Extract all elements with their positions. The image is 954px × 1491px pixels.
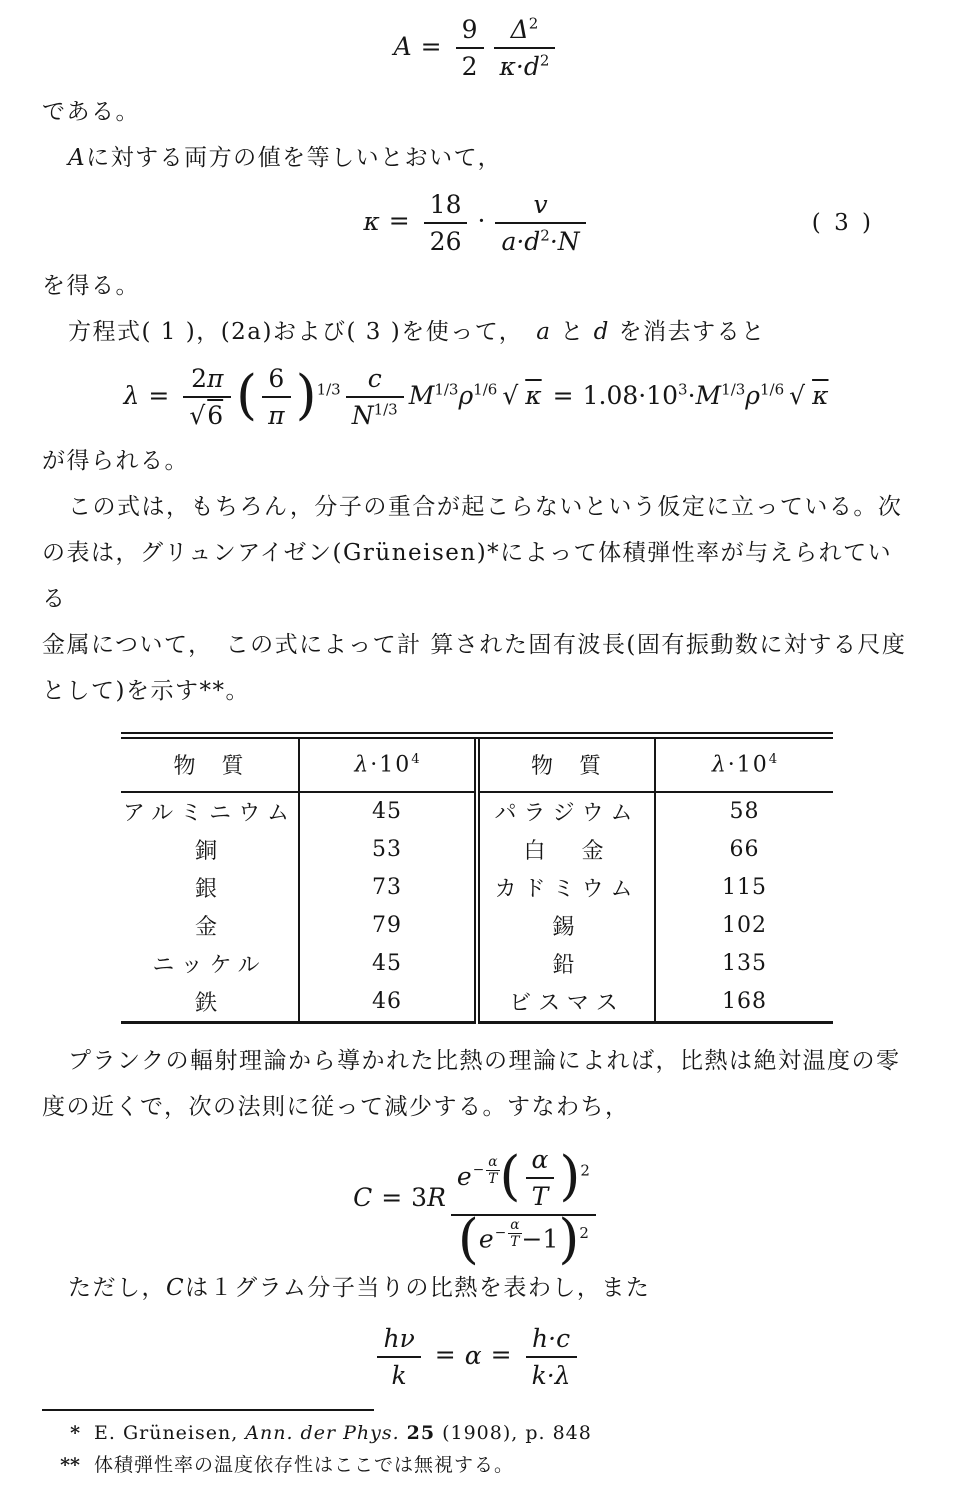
var-kappa-d: κ·d xyxy=(499,52,540,82)
var-e: e xyxy=(456,1161,472,1191)
substance-cell: ニッケル xyxy=(152,953,267,978)
table-row xyxy=(121,907,833,945)
table-row xyxy=(121,945,833,983)
lambda-value-cell: 46 xyxy=(299,983,477,1023)
substance-cell: 銀 xyxy=(194,877,225,902)
radicand-kappa: κ xyxy=(812,380,829,410)
fraction-denominator xyxy=(494,49,556,82)
var-A: A xyxy=(393,31,412,61)
right-paren: ) xyxy=(559,1143,581,1207)
lambda-value-cell: 45 xyxy=(299,792,477,831)
fraction-denominator: 2 xyxy=(461,52,478,82)
exponent: 2 xyxy=(540,226,550,245)
var-N: N xyxy=(351,401,374,431)
fraction-denominator: π xyxy=(268,401,285,431)
substance-cell: カドミウム xyxy=(477,869,655,907)
exponent: 1/3 xyxy=(373,400,398,419)
footnote-2-text: 体積弾性率の温度依存性はここでは無視する。 xyxy=(94,1454,515,1477)
exponent: 1/6 xyxy=(473,380,498,399)
equals-sign: = xyxy=(148,380,170,410)
exponent-1-3: 1/3 xyxy=(316,380,341,399)
var-c: c xyxy=(367,364,382,393)
text-line-tadashi xyxy=(42,1265,912,1311)
paragraph-assumption-line3: 金属について， この式によって計 算された固有波長(固有振動数に対する尺度 xyxy=(42,631,907,658)
text: と xyxy=(551,319,594,345)
exponent-2: 2 xyxy=(580,1160,590,1179)
var-rho: ρ xyxy=(745,380,760,410)
text-line-equations-eliminate xyxy=(42,309,912,355)
substance-wavelength-table xyxy=(121,732,833,1024)
fraction-18-26 xyxy=(424,189,468,258)
fraction-alpha-T xyxy=(526,1144,555,1213)
citation-volume: 25 xyxy=(406,1422,436,1445)
table-header-row xyxy=(121,735,833,792)
table-body xyxy=(121,792,833,1023)
footnote-block xyxy=(42,1409,912,1481)
radicand-6: 6 xyxy=(207,401,224,431)
text: に対する両方の値を等しいとおいて， xyxy=(86,144,503,171)
fraction-numerator: 6 xyxy=(262,363,290,398)
substance-cell: 錫 xyxy=(477,907,655,945)
fraction-numerator: hν xyxy=(377,1323,420,1358)
radicand-kappa: κ xyxy=(525,380,542,410)
lambda-value-cell: 79 xyxy=(299,907,477,945)
exponent: 1/3 xyxy=(721,380,746,399)
exponent: 1/6 xyxy=(760,380,785,399)
exponent: 2 xyxy=(528,14,539,33)
paragraph-assumption-line1: この式は，もちろん，分子の重合が起こらないという仮定に立っている。次 xyxy=(68,493,903,520)
lambda-value-cell: 45 xyxy=(299,945,477,983)
var-C: C xyxy=(166,1274,186,1301)
paragraph-planck-line1: プランクの輻射理論から導かれた比熱の理論によれば，比熱は絶対温度の零 xyxy=(68,1047,901,1074)
tiny-fraction xyxy=(486,1155,499,1187)
substance-cell: パラジウム xyxy=(477,792,655,831)
citation-journal: Ann. der Phys. xyxy=(245,1422,400,1445)
column-header-lambda xyxy=(299,735,477,792)
citation-author: E. Grüneisen, xyxy=(94,1422,239,1445)
formula-C xyxy=(42,1143,912,1270)
fraction-v-adN xyxy=(495,189,585,258)
exponent-4: 4 xyxy=(411,751,420,767)
formula-alpha xyxy=(42,1323,912,1392)
fraction-numerator xyxy=(495,189,585,224)
substance-cell: 鉛 xyxy=(477,945,655,983)
table-row xyxy=(121,831,833,869)
exponent: 1/3 xyxy=(434,380,459,399)
equals-sign: = xyxy=(381,1182,403,1212)
substance-cell: 鉄 xyxy=(194,991,225,1016)
fraction-numerator xyxy=(183,363,231,398)
text: を消去すると xyxy=(609,319,766,345)
var-alpha: α xyxy=(464,1340,482,1370)
fraction-numerator: 18 xyxy=(424,189,468,224)
tiny-fraction xyxy=(508,1218,521,1250)
exponent: 2 xyxy=(539,51,550,70)
var-v: v xyxy=(533,189,548,219)
fraction-hnu-k xyxy=(377,1323,420,1392)
fraction-hc-klambda xyxy=(526,1323,577,1392)
column-header-substance: 物 質 xyxy=(477,735,655,792)
coefficient: 1.08·10 xyxy=(582,380,679,410)
lambda-value-cell: 73 xyxy=(299,869,477,907)
fraction-denominator xyxy=(183,398,231,431)
formula-kappa xyxy=(42,189,912,258)
fraction-delta-kappa xyxy=(494,14,556,83)
table-header xyxy=(121,735,833,792)
tiny-numerator: α xyxy=(510,1217,520,1233)
minus-one: −1 xyxy=(521,1224,559,1254)
footnote-marker: ** xyxy=(60,1454,80,1477)
column-header-lambda xyxy=(655,735,833,792)
text: ただし， xyxy=(68,1274,166,1301)
var-M: M xyxy=(408,380,435,410)
substance-cell: アルミニウム xyxy=(122,801,297,826)
var-lambda: λ xyxy=(123,380,140,410)
fraction-numerator xyxy=(494,14,556,49)
exponent-3: 3 xyxy=(678,380,688,399)
coef-2: 2 xyxy=(191,364,207,393)
lambda-value-cell: 102 xyxy=(655,907,833,945)
tiny-denominator: T xyxy=(488,1171,498,1188)
lambda-value-cell: 66 xyxy=(655,831,833,869)
text: 方程式( 1 )，(2a)および( 3 )を使って， xyxy=(68,319,537,345)
fraction-denominator: k·λ xyxy=(531,1360,571,1390)
var-kappa: κ xyxy=(363,206,380,236)
fraction-numerator xyxy=(346,363,404,398)
times-ten: ·10 xyxy=(370,752,412,778)
formula-lambda xyxy=(42,363,912,432)
equals-sign: = xyxy=(490,1340,512,1370)
var-C: C xyxy=(353,1182,373,1212)
substance-cell: ビスマス xyxy=(477,983,655,1023)
table-row xyxy=(121,983,833,1023)
var-d: d xyxy=(593,319,610,345)
paragraph-assumption-line2: の表は，グリュンアイゼン(Grüneisen)*によって体積弾性率が与えられている xyxy=(42,539,893,612)
footnote-marker: * xyxy=(70,1422,80,1445)
exponent-minus-alpha-T xyxy=(494,1217,522,1251)
lambda-value-cell: 58 xyxy=(655,792,833,831)
var-R: R xyxy=(427,1182,446,1212)
fraction-numerator: α xyxy=(526,1144,555,1179)
var-M: M xyxy=(695,380,722,410)
tiny-numerator: α xyxy=(488,1153,498,1170)
fraction-2pi-sqrt6 xyxy=(183,363,231,432)
footnote-text xyxy=(94,1449,521,1481)
text-line-dearu: である。 xyxy=(42,98,140,125)
text-line-A-values xyxy=(42,135,912,181)
var-delta: Δ xyxy=(510,15,529,44)
equals-sign: = xyxy=(388,206,410,236)
lambda-value-cell: 53 xyxy=(299,831,477,869)
radical-sign: √ xyxy=(502,380,519,410)
equation-number-3: ( 3 ) xyxy=(811,209,874,236)
var-A: A xyxy=(68,144,87,171)
lambda-value-cell: 115 xyxy=(655,869,833,907)
var-a: a xyxy=(536,319,552,345)
exponent-2: 2 xyxy=(579,1224,589,1243)
fraction-9-2 xyxy=(456,14,484,83)
radical-sign: √ xyxy=(789,380,806,410)
equals-sign: = xyxy=(552,380,574,410)
minus-sign: − xyxy=(494,1225,507,1242)
text-line-eru: を得る。 xyxy=(42,273,140,299)
right-paren: ) xyxy=(558,1206,580,1270)
paragraph-planck-line2: 度の近くで，次の法則に従って減少する。すなわち， xyxy=(42,1093,630,1120)
table-row xyxy=(121,792,833,831)
footnote-text xyxy=(94,1417,599,1449)
fraction-numerator: h·c xyxy=(526,1323,577,1358)
var-rho: ρ xyxy=(458,380,474,410)
minus-sign: − xyxy=(472,1162,485,1179)
tiny-denominator: T xyxy=(510,1234,520,1251)
substance-cell: 銅 xyxy=(194,839,225,864)
fraction-numerator xyxy=(451,1144,596,1217)
coef-3: 3 xyxy=(411,1182,428,1212)
var-lambda: λ xyxy=(711,752,728,778)
var-a-d: a·d xyxy=(501,226,541,256)
exponent-minus-alpha-T xyxy=(472,1153,500,1188)
left-paren: ( xyxy=(236,363,258,427)
paragraph-assumption-line4: として)を示す**。 xyxy=(42,677,250,704)
cdot: · xyxy=(477,206,486,236)
fraction-denominator: 26 xyxy=(429,226,462,256)
text-line-obtained: が得られる。 xyxy=(42,447,189,474)
footnote-2 xyxy=(42,1449,912,1481)
main-fraction xyxy=(451,1143,596,1270)
equals-sign: = xyxy=(420,31,442,61)
radical-sign: √ xyxy=(189,401,206,431)
cdot: · xyxy=(687,380,696,410)
fraction-denominator xyxy=(451,1206,596,1270)
equals-sign: = xyxy=(434,1340,456,1370)
exponent-4: 4 xyxy=(768,751,778,767)
var-e: e xyxy=(478,1224,494,1254)
text: は１グラム分子当りの比熱を表わし，また xyxy=(185,1274,651,1301)
fraction-denominator: T xyxy=(531,1181,549,1211)
var-pi: π xyxy=(206,364,224,393)
left-paren: ( xyxy=(499,1143,521,1207)
fraction-denominator xyxy=(346,398,404,431)
var-lambda: λ xyxy=(354,752,371,778)
formula-A xyxy=(42,14,912,83)
column-header-substance: 物 質 xyxy=(121,735,299,792)
substance-cell: 白 金 xyxy=(477,831,655,869)
lambda-value-cell: 135 xyxy=(655,945,833,983)
left-paren: ( xyxy=(457,1206,479,1270)
table-row xyxy=(121,869,833,907)
citation-year-page: (1908), p. 848 xyxy=(442,1422,592,1445)
fraction-c-N xyxy=(346,363,404,432)
substance-cell: 金 xyxy=(194,915,225,940)
var-N: ·N xyxy=(549,226,580,256)
fraction-6-pi xyxy=(262,363,290,432)
footnote-separator xyxy=(42,1409,374,1411)
fraction-numerator: 9 xyxy=(456,14,484,49)
fraction-denominator xyxy=(495,224,585,257)
times-ten: ·10 xyxy=(727,752,769,778)
fraction-denominator: k xyxy=(391,1360,407,1390)
right-paren: ) xyxy=(295,363,317,427)
footnote-1 xyxy=(42,1417,912,1449)
lambda-value-cell: 168 xyxy=(655,983,833,1023)
